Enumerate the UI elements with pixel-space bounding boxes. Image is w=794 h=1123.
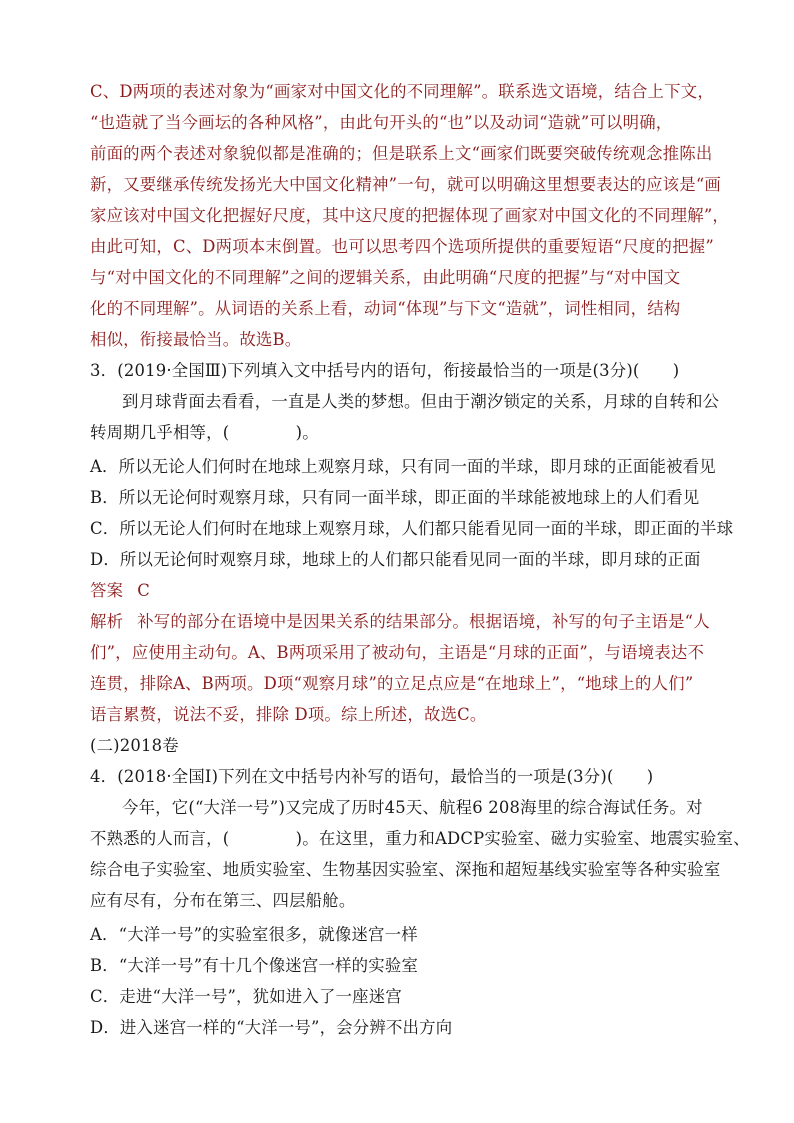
explanation-line: C、D两项的表述对象为“画家对中国文化的不同理解”。联系选文语境，结合上下文， <box>90 82 714 101</box>
question-4-option-b: B．“大洋一号”有十几个像迷宫一样的实验室 <box>90 956 419 975</box>
explanation-line: 化的不同理解”。从词语的关系上看，动词“体现”与下文“造就”，词性相同，结构 <box>90 299 681 318</box>
question-3-analysis-line: 连贯，排除A、B两项。D项“观察月球”的立足点应是“在地球上”，“地球上的人们” <box>90 674 694 693</box>
question-3-analysis-line: 语言累赘，说法不妥，排除 D项。综上所述，故选C。 <box>90 705 487 724</box>
section-heading: (二)2018卷 <box>90 736 179 755</box>
question-3-analysis-line: 解析 补写的部分在语境中是因果关系的结果部分。根据语境，补写的句子主语是“人 <box>90 612 710 631</box>
explanation-line: 新，又要继承传统发扬光大中国文化精神”一句，就可以明确这里想要表达的应该是“画 <box>90 175 722 194</box>
answer-label: 答案 <box>90 581 124 600</box>
explanation-line: 家应该对中国文化把握好尺度，其中这尺度的把握体现了画家对中国文化的不同理解”， <box>90 206 730 225</box>
question-3-answer <box>90 581 150 601</box>
explanation-line: 相似，衔接最恰当。故选B。 <box>90 330 302 349</box>
explanation-line: 由此可知，C、D两项本末倒置。也可以思考四个选项所提供的重要短语“尺度的把握” <box>90 237 714 256</box>
explanation-line: “也造就了当今画坛的各种风格”，由此句开头的“也”以及动词“造就”可以明确， <box>90 113 673 132</box>
question-4-passage-line: 不熟悉的人而言，( )。在这里，重力和ADCP实验室、磁力实验室、地震实验室、 <box>90 829 750 848</box>
question-3-option-d: D．所以无论何时观察月球，地球上的人们都只能看见同一面的半球，即月球的正面 <box>90 550 701 569</box>
question-3-passage-line: 转周期几乎相等，( )。 <box>90 423 319 442</box>
question-3-stem: 3．(2019·全国Ⅲ)下列填入文中括号内的语句，衔接最恰当的一项是(3分)( ) <box>90 361 680 380</box>
question-3-passage-line: 到月球背面去看看，一直是人类的梦想。但由于潮汐锁定的关系，月球的自转和公 <box>122 392 720 411</box>
analysis-label: 解析 <box>90 612 124 631</box>
question-4-option-c: C．走进“大洋一号”，犹如进入了一座迷宫 <box>90 987 402 1006</box>
question-4-option-d: D．进入迷宫一样的“大洋一号”，会分辨不出方向 <box>90 1018 453 1037</box>
explanation-line: 与“对中国文化的不同理解”之间的逻辑关系，由此明确“尺度的把握”与“对中国文 <box>90 268 681 287</box>
question-4-option-a: A．“大洋一号”的实验室很多，就像迷宫一样 <box>90 925 418 944</box>
question-3-option-b: B．所以无论何时观察月球，只有同一面半球，即正面的半球能被地球上的人们看见 <box>90 488 700 507</box>
explanation-line: 前面的两个表述对象貌似都是准确的；但是联系上文“画家们既要突破传统观念推陈出 <box>90 144 713 163</box>
question-4-passage-line: 今年，它(“大洋一号”)又完成了历时45天、航程6 208海里的综合海试任务。对 <box>122 798 703 817</box>
question-4-passage-line: 综合电子实验室、地质实验室、生物基因实验室、深拖和超短基线实验室等各种实验室 <box>90 860 721 879</box>
question-4-stem: 4．(2018·全国Ⅰ)下列在文中括号内补写的语句，最恰当的一项是(3分)( ) <box>90 767 654 786</box>
question-3-analysis-line: 们”，应使用主动句。A、B两项采用了被动句，主语是“月球的正面”，与语境表达不 <box>90 643 705 662</box>
answer-value: C <box>137 581 150 600</box>
question-3-option-c: C．所以无论人们何时在地球上观察月球，人们都只能看见同一面的半球，即正面的半球 <box>90 519 734 538</box>
question-3-option-a: A．所以无论人们何时在地球上观察月球，只有同一面的半球，即月球的正面能被看见 <box>90 457 716 476</box>
question-4-passage-line: 应有尽有，分布在第三、四层船舱。 <box>90 891 356 910</box>
